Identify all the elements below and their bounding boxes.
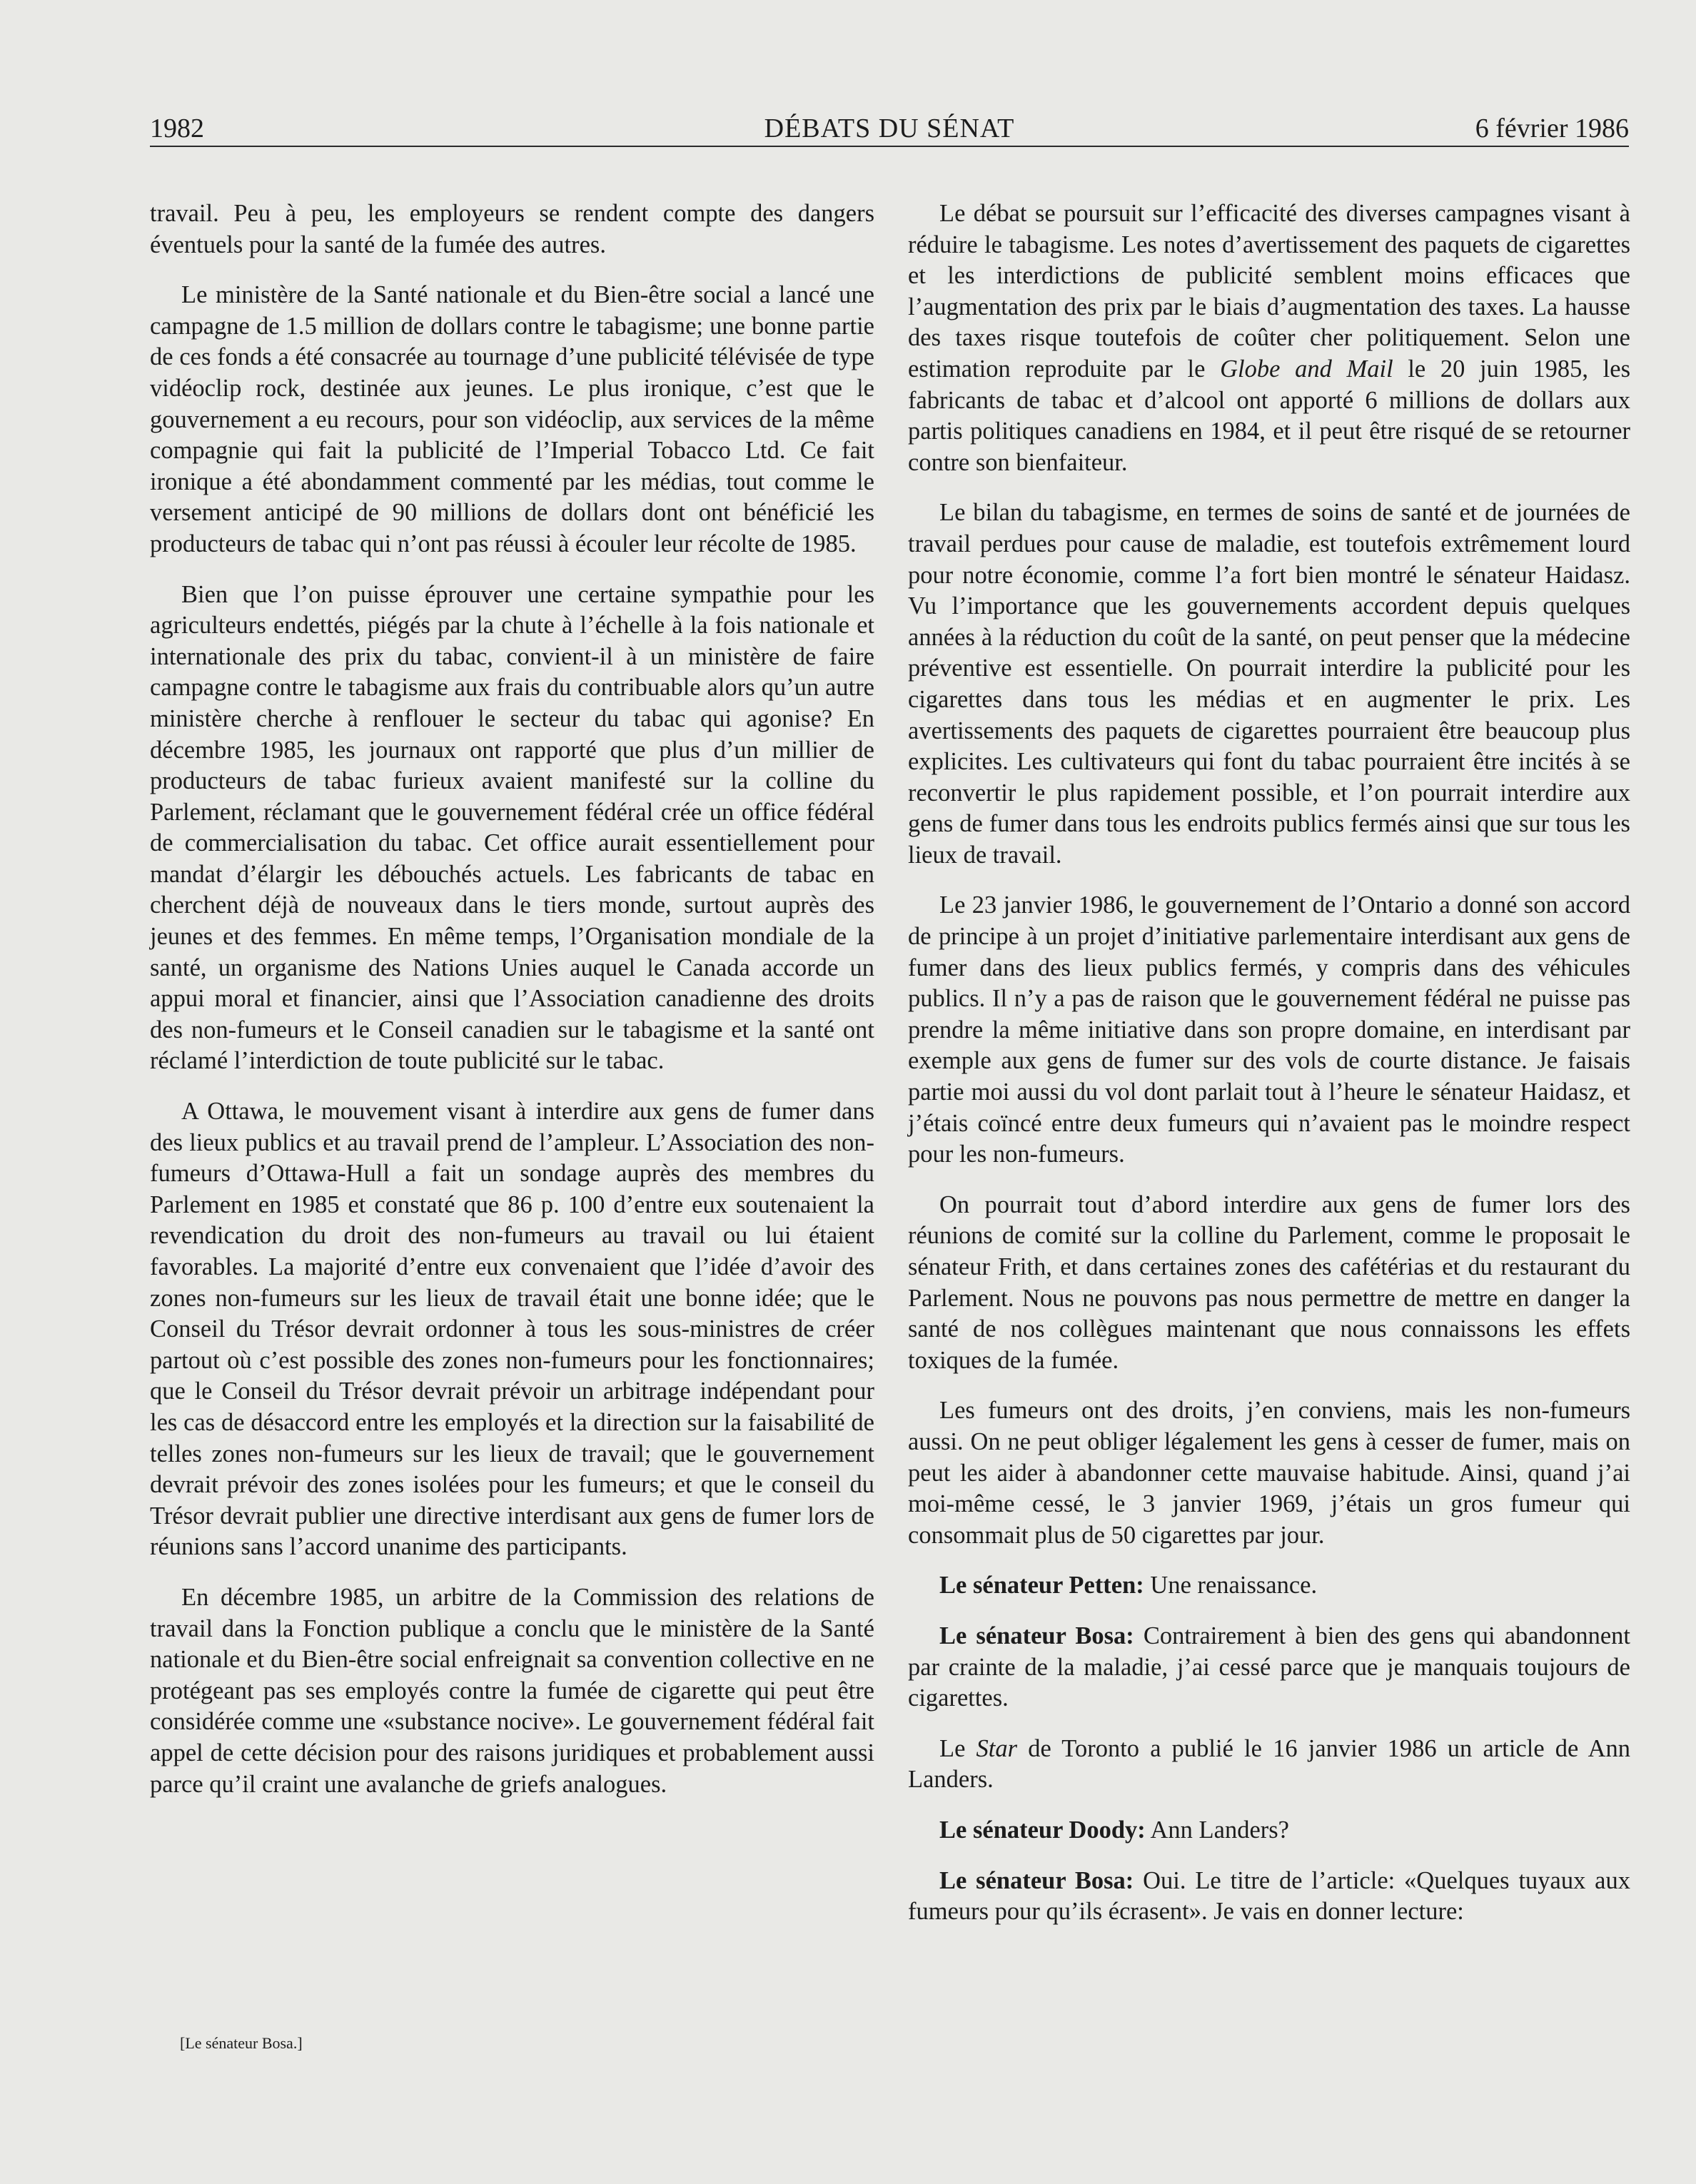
- paragraph: A Ottawa, le mouvement visant à interdire aux gens de fumer dans des lieux publics et au travail prend de l’ampleur. L’Association des non-fumeurs d’Ottawa-Hull a fait un sondage auprès des membres du Parlement en 1985 et constaté que 86 p. 100 d’entre eux soutenaient la revendication du droit des non-fumeurs au travail ou lui étaient favorables. La majorité d’entre eux convenaient que l’idée d’avoir des zones non-fumeurs sur les lieux de travail était une bonne idée; que le Conseil du Trésor devrait ordonner à tous les sous-ministres de créer partout où c’est possible des zones non-fumeurs pour les fonctionnaires; que le Conseil du Trésor devrait prévoir un arbitrage indépendant pour les cas de désaccord entre les employés et la direction sur la faisabilité de telles zones non-fumeurs sur les lieux de travail; que le gouvernement devrait prévoir des zones isolées pour les fumeurs; et que le conseil du Trésor devrait publier une directive interdisant aux gens de fumer lors de réunions sans l’accord unanime des participants.: [150, 1098, 874, 1561]
- speech-text: Ann Landers?: [1150, 1816, 1289, 1844]
- paragraph-text: Le débat se poursuit sur l’efficacité des diverses campagnes visant à réduire le tabagisme. Les notes d’avertissement des paquets de cigarettes et les interdictions de publicité semblent moins efficaces que l’augmentation des prix par le biais d’augmentation des taxes. La hausse des taxes risque toutefois de coûter cher politiquement. Selon une estimation reproduite par le: [908, 200, 1630, 383]
- header-rule: [150, 146, 1629, 147]
- paragraph-text: le 20 juin 1985, les fabricants de tabac et d’alcool ont apporté 6 millions de dollars aux partis politiques canadiens en 1984, et il peut être risqué de se retourner contre son bienfaiteur.: [908, 355, 1630, 476]
- paragraph-text: Le: [939, 1734, 966, 1762]
- page-header: [150, 108, 1629, 148]
- speaker-name: Le sénateur Bosa:: [939, 1622, 1134, 1649]
- paragraph: On pourrait tout d’abord interdire aux gens de fumer lors des réunions de comité sur la colline du Parlement, comme le proposait le sénateur Frith, et dans certaines zones des cafétérias et du restaurant du Parlement. Nous ne pouvons pas nous permettre de mettre en danger la santé de nos collègues maintenant que nous connaissons les effets toxiques de la fumée.: [908, 1190, 1630, 1374]
- paragraph: Le bilan du tabagisme, en termes de soins de santé et de journées de travail perdues pour cause de maladie, est toutefois extrêmement lourd pour notre économie, comme l’a fort bien montré le sénateur Haidasz. Vu l’importance que les gouvernements accordent depuis quelques années à la réduction du coût de la santé, on peut penser que la médecine préventive est essentielle. On pourrait interdire la publicité pour les cigarettes dans tous les médias et en augmenter le prix. Les avertissements des paquets de cigarettes pourraient être beaucoup plus explicites. Les cultivateurs qui font du tabac pourraient être incités à se reconvertir le plus rapidement possible, et l’on pourrait interdire aux gens de fumer dans tous les endroits publics fermés ainsi que sur tous les lieux de travail.: [908, 499, 1630, 869]
- speech-text: Oui. Le titre de l’article: «Quelques tuyaux aux fumeurs pour qu’ils écrasent». Je vais en donner lecture:: [908, 1866, 1630, 1926]
- speech: [908, 1815, 1630, 1846]
- speaker-footnote: [Le sénateur Bosa.]: [180, 2034, 303, 2052]
- paragraph: Le 23 janvier 1986, le gouvernement de l’Ontario a donné son accord de principe à un projet d’initiative parlementaire interdisant aux gens de fumer dans des lieux publics fermés, y compris dans des véhicules publics. Il n’y a pas de raison que le gouvernement fédéral ne puisse pas prendre la même initiative dans son propre domaine, en interdisant par exemple aux gens de fumer sur des vols de courte distance. Je faisais partie moi aussi du vol dont parlait tout à l’heure le sénateur Haidasz, et j’étais coïncé entre deux fumeurs qui n’avaient pas le moindre respect pour les non-fumeurs.: [908, 891, 1630, 1168]
- speech: [908, 1570, 1630, 1602]
- paragraph: [908, 1734, 1630, 1796]
- paragraph: Bien que l’on puisse éprouver une certaine sympathie pour les agriculteurs endettés, piégés par la chute à l’échelle à la fois nationale et internationale des prix du tabac, convient-il à un ministère de faire campagne contre le tabagisme aux frais du contribuable alors qu’un autre ministère cherche à renflouer le secteur du tabac qui agonise? En décembre 1985, les journaux ont rapporté que plus d’un millier de producteurs de tabac furieux avaient manifesté sur la colline du Parlement, réclamant que le gouvernement fédéral crée un office fédéral de commercialisation du tabac. Cet office aurait essentiellement pour mandat d’élargir les débouchés actuels. Les fabricants de tabac en cherchent déjà de nouveaux dans le tiers monde, surtout auprès des jeunes et des femmes. En même temps, l’Organisation mondiale de la santé, un organisme des Nations Unies auquel le Canada accorde un appui moral et financier, ainsi que l’Association canadienne des droits des non-fumeurs et le Conseil canadien sur le tabagisme et la santé ont réclamé l’interdiction de toute publicité sur le tabac.: [150, 580, 874, 1075]
- publication-title: Globe and Mail: [1220, 355, 1393, 383]
- left-column: [150, 198, 874, 1819]
- page-title: DÉBATS DU SÉNAT: [764, 113, 1015, 143]
- paragraph: Le ministère de la Santé nationale et du Bien-être social a lancé une campagne de 1.5 million de dollars contre le tabagisme; une bonne partie de ces fonds a été consacrée au tournage d’une publicité télévisée de type vidéoclip rock, destinée aux jeunes. Le plus ironique, c’est que le gouvernement a eu recours, pour son vidéoclip, aux services de la même compagnie qui fait la publicité de l’Imperial Tobacco Ltd. Ce fait ironique a été abondamment commenté par les médias, tout comme le versement anticipé de 90 millions de dollars dont ont bénéficié les producteurs de tabac qui n’ont pas réussi à écouler leur récolte de 1985.: [150, 281, 874, 557]
- speaker-name: Le sénateur Doody:: [939, 1816, 1146, 1844]
- paragraph-text: de Toronto a publié le 16 janvier 1986 un article de Ann Landers.: [908, 1734, 1631, 1794]
- paragraph: Les fumeurs ont des droits, j’en conviens, mais les non-fumeurs aussi. On ne peut obliger légalement les gens à cesser de fumer, mais on peut les aider à abandonner cette mauvaise habitude. Ainsi, quand j’ai moi-même cessé, le 3 janvier 1969, j’étais un gros fumeur qui consommait plus de 50 cigarettes par jour.: [908, 1397, 1630, 1549]
- page-number: 1982: [150, 113, 204, 143]
- speech: [908, 1866, 1630, 1928]
- paragraph: travail. Peu à peu, les employeurs se rendent compte des dangers éventuels pour la santé de la fumée des autres.: [150, 200, 874, 258]
- paragraph: En décembre 1985, un arbitre de la Commission des relations de travail dans la Fonction publique a conclu que le ministère de la Santé nationale et du Bien-être social enfreignait sa convention collective en ne protégeant pas ses employés contre la fumée de cigarette qui peut être considérée comme une «substance nocive». Le gouvernement fédéral fait appel de cette décision pour des raisons juridiques et probablement aussi parce qu’il craint une avalanche de griefs analogues.: [150, 1583, 874, 1798]
- speech-text: Contrairement à bien des gens qui abandonnent par crainte de la maladie, j’ai cessé parce que je manquais toujours de cigarettes.: [908, 1622, 1630, 1712]
- right-column: [908, 198, 1630, 1947]
- page-date: 6 février 1986: [1475, 113, 1629, 143]
- speech-text: Une renaissance.: [1150, 1572, 1318, 1599]
- speaker-name: Le sénateur Bosa:: [939, 1866, 1134, 1894]
- speaker-name: Le sénateur Petten:: [939, 1572, 1144, 1599]
- paragraph: [908, 198, 1630, 478]
- publication-title: Star: [976, 1734, 1018, 1762]
- speech: [908, 1621, 1630, 1714]
